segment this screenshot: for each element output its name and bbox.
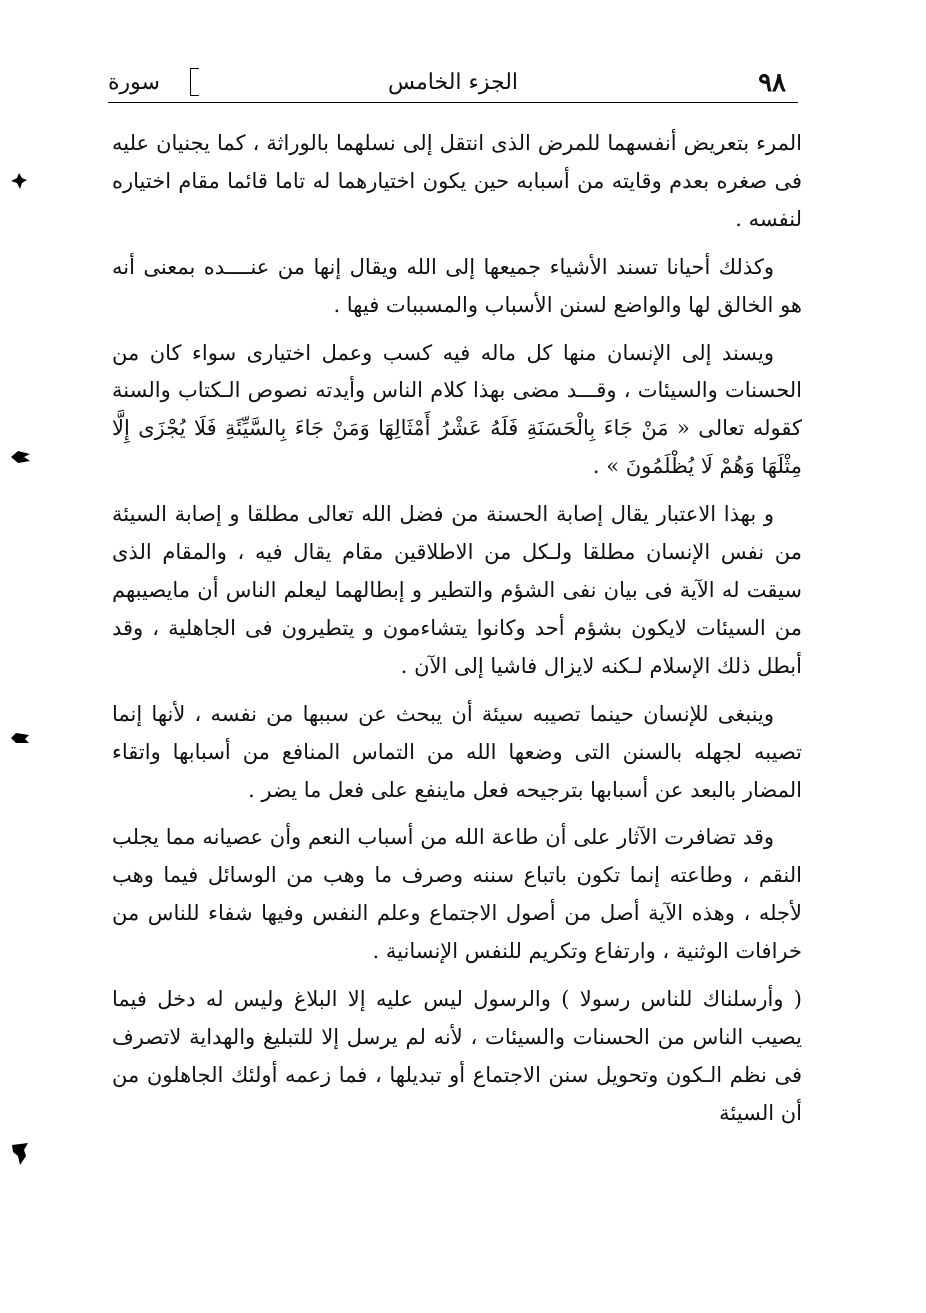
body-text xyxy=(112,125,802,1133)
ink-blot-icon xyxy=(10,172,28,190)
ink-blot-icon xyxy=(10,1142,30,1166)
ink-blot-icon xyxy=(10,730,30,744)
paragraph: وقد تضافرت الآثار على أن طاعة الله من أسباب النعم وأن عصيانه مما يجلب النقم ، وطاعته إنما تكون باتباع سننه وصرف ما وهب من الوسائل فيما وهب لأجله ، وهذه الآية أصل من أصول الاجتماع وعلم النفس وفيها شفاء للناس من خرافات الوثنية ، وارتفاع وتكريم للنفس الإنسانية . xyxy=(112,825,802,964)
paragraph: وينبغى للإنسان حينما تصيبه سيئة أن يبحث عن سببها من نفسه ، لأنها إنما تصيبه لجهله بالسنن التى وضعها الله من التماس المنافع من أسبابها واتقاء المضار بالبعد عن أسبابها بترجيحه فعل ماينفع على فعل ما يضر . xyxy=(112,701,802,802)
paragraph: ويسند إلى الإنسان منها كل ماله فيه كسب وعمل اختيارى سواء كان من الحسنات والسيئات ، وقـــد مضى بهذا كلام الناس وأيدته نصوص الـكتاب والسنة كقوله تعالى « مَنْ جَاءَ بِالْحَسَنَةِ فَلَهُ عَشْرُ أَمْثَالِهَا وَمَنْ جَاءَ بِالسَّيِّئَةِ فَلَا يُجْزَى إِلَّا مِثْلَهَا وَهُمْ لَا يُظْلَمُونَ » . xyxy=(112,340,802,479)
ink-blot-icon xyxy=(10,448,32,466)
paragraph: وكذلك أحيانا تسند الأشياء جميعها إلى الله ويقال إنها من عنــــده بمعنى أنه هو الخالق لها والواضع لسنن الأسباب والمسببات فيها . xyxy=(112,254,802,317)
bracket-mark xyxy=(190,68,199,96)
surah-label: سورة xyxy=(108,70,160,95)
paragraph: و بهذا الاعتبار يقال إصابة الحسنة من فضل الله تعالى مطلقا و إصابة السيئة من نفس الإنسان مطلقا ولـكل من الاطلاقين مقام يقال فيه ، والمقام الذى سيقت له الآية فى بيان نفى الشؤم والتطير و إبطالهما ليعلم الناس أن مايصيبهم من السيئات لايكون بشؤم أحد وكانوا يتشاءمون و يتطيرون فى الجاهلية ، وقد أبطل ذلك الإسلام لـكنه لايزال فاشيا إلى الآن . xyxy=(112,502,802,678)
page-number: ٩٨ xyxy=(758,68,786,98)
running-title: الجزء الخامس xyxy=(387,70,519,95)
page-header xyxy=(108,62,798,103)
paragraph: المرء بتعريض أنفسهما للمرض الذى انتقل إلى نسلهما بالوراثة ، كما يجنيان عليه فى صغره بعدم وقايته من أسبابه حين يكون اختيارهما له تاما قائما مقام اختياره لنفسه . xyxy=(112,131,802,231)
paragraph: ( وأرسلناك للناس رسولا ) والرسول ليس عليه إلا البلاغ وليس له دخل فيما يصيب الناس من الحسنات والسيئات ، لأنه لم يرسل إلا للتبليغ والهداية لاتصرف فى نظم الـكون وتحويل سنن الاجتماع أو تبديلها ، فما زعمه أولئك الجاهلون من أن السيئة xyxy=(112,987,802,1125)
